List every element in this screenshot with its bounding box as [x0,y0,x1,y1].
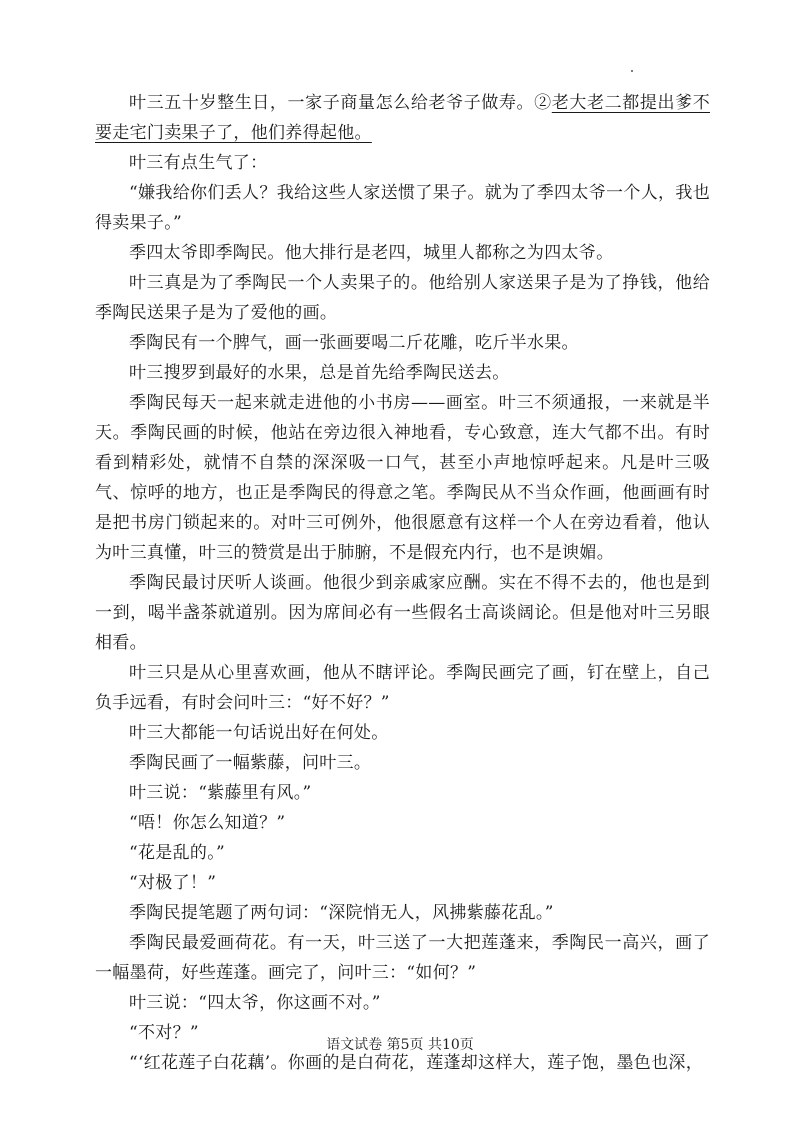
paragraph-text: 叶三真是为了季陶民一个人卖果子的。他给别人家送果子是为了挣钱，他给季陶民送果子是为了爱他的画。 [95,273,710,323]
passage-paragraph [95,778,710,808]
passage-paragraph [95,868,710,898]
paragraph-text: 季四太爷即季陶民。他大排行是老四，城里人都称之为四太爷。 [129,243,614,263]
paragraph-text: “唔！你怎么知道？” [129,813,286,833]
passage-paragraph [95,388,710,568]
passage-paragraph [95,268,710,328]
paragraph-text: 季陶民有一个脾气，画一张画要喝二斤花雕，吃斤半水果。 [129,333,579,353]
passage-paragraph [95,238,710,268]
paragraph-text: 季陶民画了一幅紫藤，问叶三。 [129,753,372,773]
passage-paragraph [95,88,710,148]
paragraph-text: 叶三只是从心里喜欢画，他从不瞎评论。季陶民画完了画，钉在壁上，自己负手远看，有时会问叶三：“好不好？” [95,663,710,713]
passage-paragraph [95,928,710,988]
passage-paragraph [95,838,710,868]
passage-paragraph [95,148,710,178]
stray-mark [631,70,633,72]
passage-paragraph [95,568,710,658]
paragraph-text: 季陶民最讨厌听人谈画。他很少到亲戚家应酬。实在不得不去的，他也是到一到，喝半盏茶就道别。因为席间必有一些假名士高谈阔论。但是他对叶三另眼相看。 [95,573,710,653]
passage-body [95,88,710,1078]
passage-paragraph [95,658,710,718]
paragraph-text: “嫌我给你们丢人？我给这些人家送惯了果子。就为了季四太爷一个人，我也得卖果子。” [95,183,710,233]
paragraph-text: 叶三五十岁整生日，一家子商量怎么给老爷子做寿。② [129,93,552,113]
paragraph-text: 叶三有点生气了： [129,153,268,173]
paragraph-text: “花是乱的。” [129,843,225,863]
underlined-sentence: 老大老二都提出爹不要走宅门卖果子了，他们养得起他。 [95,93,711,143]
paragraph-text: “不对？” [129,1023,199,1043]
paragraph-text: “‘红花莲子白花藕’。你画的是白荷花，莲蓬却这样大，莲子饱，墨色也深， [129,1053,703,1073]
paragraph-text: 季陶民提笔题了两句词：“深院悄无人，风拂紫藤花乱。” [129,903,554,923]
paragraph-text: 叶三说：“紫藤里有风。” [129,783,312,803]
passage-paragraph [95,988,710,1018]
passage-paragraph [95,898,710,928]
paragraph-text: 季陶民最爱画荷花。有一天，叶三送了一大把莲蓬来，季陶民一高兴，画了一幅墨荷，好些莲蓬。画完了，问叶三：“如何？” [95,933,710,983]
passage-paragraph [95,718,710,748]
page-footer: 语文试卷 第5页 共10页 [326,1037,474,1053]
passage-paragraph [95,748,710,778]
paragraph-text: 叶三大都能一句话说出好在何处。 [129,723,389,743]
passage-paragraph [95,178,710,238]
paragraph-text: 叶三搜罗到最好的水果，总是首先给季陶民送去。 [129,363,510,383]
passage-paragraph [95,808,710,838]
paragraph-text: 叶三说：“四太爷，你这画不对。” [129,993,381,1013]
paragraph-text: 季陶民每天一起来就走进他的小书房——画室。叶三不须通报，一来就是半天。季陶民画的时候，他站在旁边很入神地看，专心致意，连大气都不出。有时看到精彩处，就情不自禁的深深吸一口气，甚至小声地惊呼起来。凡是叶三吸气、惊呼的地方，也正是季陶民的得意之笔。季陶民从不当众作画，他画画有时是把书房门锁起来的。对叶三可例外，他很愿意有这样一个人在旁边看着，他认为叶三真懂，叶三的赞赏是出于肺腑，不是假充内行，也不是谀媚。 [95,393,710,563]
passage-paragraph [95,328,710,358]
paragraph-text: “对极了！” [129,873,217,893]
passage-paragraph [95,358,710,388]
